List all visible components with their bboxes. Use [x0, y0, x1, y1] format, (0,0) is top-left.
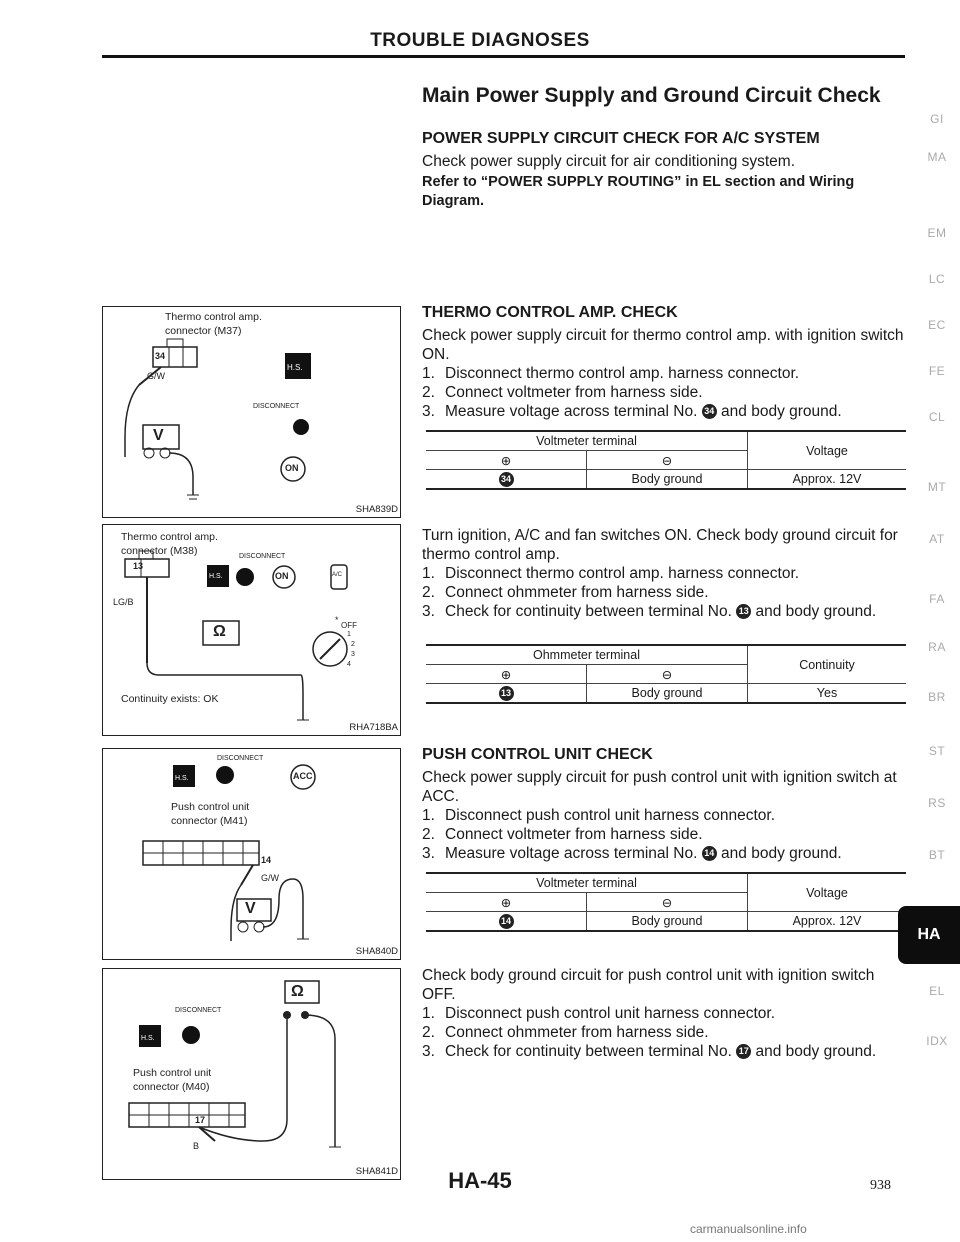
fig1-pin: 34 [155, 351, 166, 361]
fig4-meter: Ω [291, 983, 304, 1000]
fig2-fan-4: 4 [347, 661, 351, 668]
fig2-fan-off: OFF [341, 621, 357, 630]
list-item: 2. Connect ohmmeter from harness side. [422, 584, 709, 601]
figure-push-voltage [102, 748, 401, 960]
push-intro: Check power supply circuit for push control unit with ignition switch at ACC. [422, 769, 897, 805]
fig3-id: SHA840D [355, 946, 398, 957]
fig1-connector-label: connector (M37) [165, 325, 242, 337]
terminal-badge: 13 [736, 604, 751, 619]
page-number: 938 [870, 1178, 891, 1193]
fig3-disconnect: DISCONNECT [217, 755, 264, 762]
thermo-steps [422, 364, 910, 421]
fig3-acc: ACC [293, 771, 313, 781]
fig1-id: SHA839D [355, 504, 398, 515]
side-index-ra[interactable]: RA [928, 640, 946, 654]
list-item: 1. Disconnect push control unit harness connector. [422, 807, 775, 824]
side-index-fe[interactable]: FE [928, 364, 946, 378]
fig1-hs: H.S. [287, 363, 303, 372]
power-supply-section [422, 130, 912, 211]
fig2-ac: A/C [332, 572, 343, 578]
side-index-idx[interactable]: IDX [926, 1034, 948, 1048]
fig1-meter: V [153, 427, 164, 444]
list-item: 3. Measure voltage across terminal No. 14 and body ground. [422, 845, 842, 862]
side-index-cl[interactable]: CL [928, 410, 946, 424]
ohmmeter-table-thermo: Ohmmeter terminal Continuity ⊕ ⊖ 13 Body ground Yes [426, 644, 906, 704]
fig2-fan-3: 3 [351, 651, 355, 658]
list-item: 3. Measure voltage across terminal No. 34 and body ground. [422, 403, 842, 420]
list-item: 2. Connect ohmmeter from harness side. [422, 1024, 709, 1041]
voltmeter-table-thermo: Voltmeter terminal Voltage ⊕ ⊖ 34 Body ground Approx. 12V [426, 430, 906, 490]
terminal-badge: 17 [736, 1044, 751, 1059]
side-index-el[interactable]: EL [929, 984, 945, 998]
page-title: TROUBLE DIAGNOSES [370, 30, 590, 51]
side-index-br[interactable]: BR [928, 690, 946, 704]
thermo-intro: Check power supply circuit for thermo control amp. with ignition switch ON. [422, 327, 904, 363]
watermark: carmanualsonline.info [690, 1222, 807, 1236]
fig2-star: * [335, 615, 339, 625]
fig1-label1: Thermo control amp. [165, 311, 262, 323]
figure-thermo-voltage-drawing [103, 307, 400, 517]
terminal-badge: 34 [702, 404, 717, 419]
list-item: 1. Disconnect thermo control amp. harness connector. [422, 365, 800, 382]
fig2-on: ON [275, 571, 289, 581]
figure-thermo-continuity [102, 524, 401, 736]
figure-push-continuity [102, 968, 401, 1180]
fig3-connector-label: connector (M41) [171, 815, 248, 827]
side-index-at[interactable]: AT [929, 532, 945, 546]
fig2-disconnect: DISCONNECT [239, 553, 286, 560]
side-index-em[interactable]: EM [927, 226, 947, 240]
list-item: 2. Connect voltmeter from harness side. [422, 826, 703, 843]
fig4-connector-label: connector (M40) [133, 1081, 210, 1093]
fig2-id: RHA718BA [349, 722, 398, 733]
fig4-pin: 17 [195, 1115, 206, 1125]
page-code: HA-45 [448, 1168, 512, 1193]
fig3-meter: V [245, 900, 256, 917]
thermo-heading: THERMO CONTROL AMP. CHECK [422, 304, 678, 321]
fig2-connector-label: connector (M38) [121, 545, 198, 557]
push-steps [422, 806, 910, 863]
terminal-badge: 14 [702, 846, 717, 861]
fig3-label1: Push control unit [171, 801, 250, 813]
thermo-ground-steps [422, 564, 910, 621]
fig2-fan-1: 1 [347, 631, 351, 638]
side-index-ec[interactable]: EC [928, 318, 946, 332]
fig3-hs: H.S. [175, 775, 189, 782]
side-index-rs[interactable]: RS [928, 796, 946, 810]
side-index-gi[interactable]: GI [930, 112, 944, 126]
fig4-wire: B [193, 1141, 200, 1151]
side-index-ma[interactable]: MA [927, 150, 947, 164]
list-item: 1. Disconnect thermo control amp. harness connector. [422, 565, 800, 582]
fig4-label1: Push control unit [133, 1067, 212, 1079]
fig1-disconnect: DISCONNECT [253, 403, 300, 410]
fig3-wire: G/W [261, 873, 279, 883]
fig2-pin: 13 [133, 561, 144, 571]
list-item: 3. Check for continuity between terminal No. 17 and body ground. [422, 1043, 877, 1060]
fig1-wire: G/W [147, 371, 165, 381]
fig2-result: Continuity exists: OK [121, 693, 219, 705]
side-index-lc[interactable]: LC [928, 272, 946, 286]
fig2-hs: H.S. [209, 573, 223, 580]
fig2-meter: Ω [213, 623, 226, 640]
figure-push-voltage-drawing [103, 749, 400, 959]
thermo-ground-section [422, 526, 910, 621]
fig2-label1: Thermo control amp. [121, 531, 218, 543]
side-index-mt[interactable]: MT [927, 480, 947, 494]
power-supply-text: Check power supply circuit for air conditioning system. [422, 153, 796, 170]
push-ground-section [422, 966, 910, 1061]
list-item: 2. Connect voltmeter from harness side. [422, 384, 703, 401]
thermo-ground-intro: Turn ignition, A/C and fan switches ON. Check body ground circuit for thermo control amp. [422, 527, 898, 563]
fig3-pin: 14 [261, 855, 272, 865]
side-index-fa[interactable]: FA [929, 592, 945, 606]
push-section [422, 746, 910, 863]
side-index-bt[interactable]: BT [928, 848, 946, 862]
voltmeter-table-push: Voltmeter terminal Voltage ⊕ ⊖ 14 Body ground Approx. 12V [426, 872, 906, 932]
power-supply-note: Refer to “POWER SUPPLY ROUTING” in EL section and Wiring Diagram. [422, 174, 855, 209]
side-index-st[interactable]: ST [928, 744, 946, 758]
side-index-ha-active[interactable]: HA [898, 906, 960, 964]
fig2-fan-2: 2 [351, 641, 355, 648]
fig4-disconnect: DISCONNECT [175, 1007, 222, 1014]
fig1-on: ON [285, 463, 299, 473]
fig4-hs: H.S. [141, 1035, 155, 1042]
title-rule [102, 55, 905, 58]
push-heading: PUSH CONTROL UNIT CHECK [422, 746, 653, 763]
list-item: 1. Disconnect push control unit harness connector. [422, 1005, 775, 1022]
push-ground-intro: Check body ground circuit for push control unit with ignition switch OFF. [422, 967, 875, 1003]
list-item: 3. Check for continuity between terminal No. 13 and body ground. [422, 603, 877, 620]
thermo-section [422, 304, 910, 421]
push-ground-steps [422, 1004, 910, 1061]
fig2-wire: LG/B [113, 597, 134, 607]
power-supply-heading: POWER SUPPLY CIRCUIT CHECK FOR A/C SYSTEM [422, 130, 820, 147]
figure-thermo-voltage [102, 306, 401, 518]
section-title: Main Power Supply and Ground Circuit Check [422, 84, 881, 107]
fig4-id: SHA841D [355, 1166, 398, 1177]
